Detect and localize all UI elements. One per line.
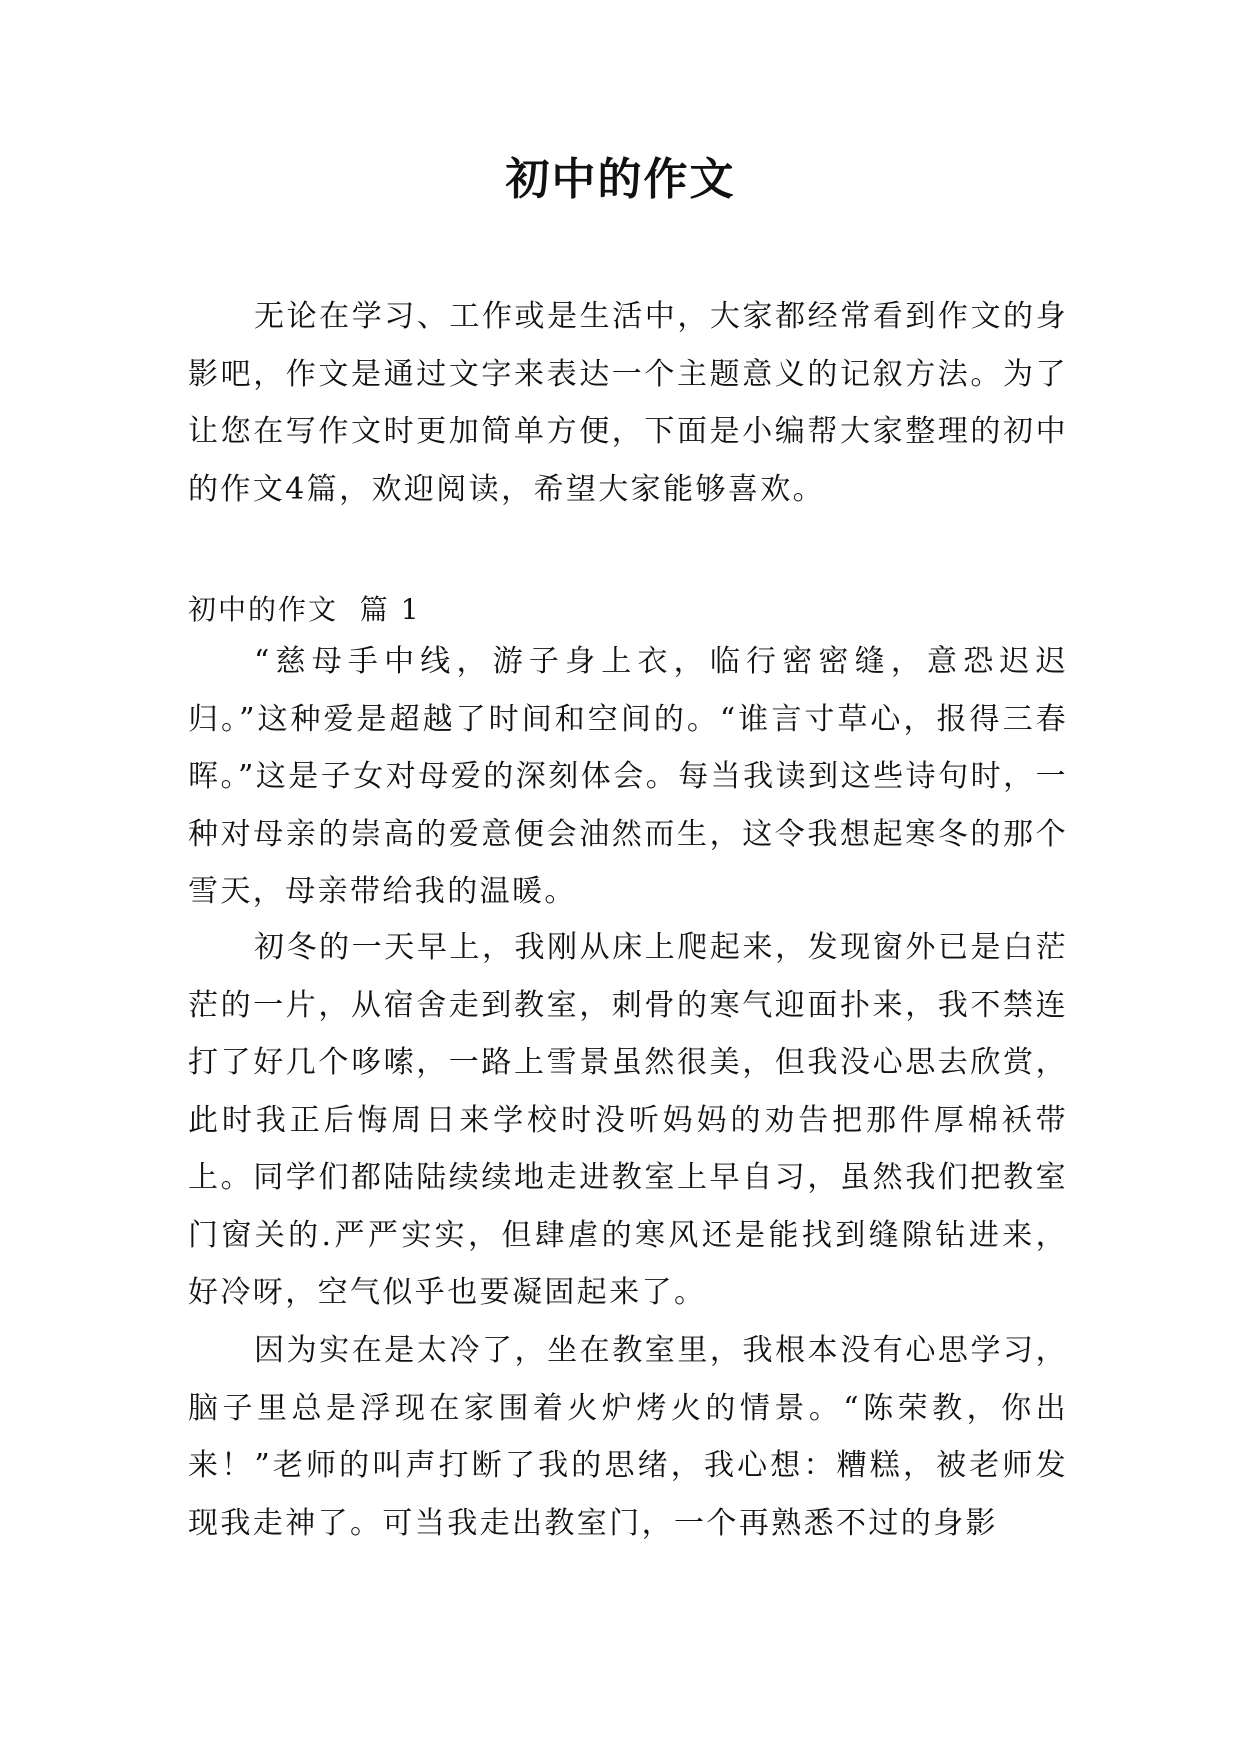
body-paragraph: 因为实在是太冷了，坐在教室里，我根本没有心思学习，脑子里总是浮现在家围着火炉烤火的情景。“陈荣教，你出来！”老师的叫声打断了我的思绪，我心想：糟糕，被老师发现我走神了。可当我走出教室门，一个再熟悉不过的身影 — [188, 1333, 1068, 1541]
body-paragraph: 初冬的一天早上，我刚从床上爬起来，发现窗外已是白茫茫的一片，从宿舍走到教室，刺骨的寒气迎面扑来，我不禁连打了好几个哆嗦，一路上雪景虽然很美，但我没心思去欣赏，此时我正后悔周日来学校时没听妈妈的劝告把那件厚棉袄带上。同学们都陆陆续续地走进教室上早自习，虽然我们把教室门窗关的.严严实实，但肆虐的寒风还是能找到缝隙钻进来，好冷呀，空气似乎也要凝固起来了。 — [188, 930, 1068, 1310]
intro-paragraph: 无论在学习、工作或是生活中，大家都经常看到作文的身影吧，作文是通过文字来表达一个主题意义的记叙方法。为了让您在写作文时更加简单方便，下面是小编帮大家整理的初中的作文4篇，欢迎阅读，希望大家能够喜欢。 — [188, 299, 1068, 507]
body-paragraph: “慈母手中线，游子身上衣，临行密密缝，意恐迟迟归。”这种爱是超越了时间和空间的。“谁言寸草心，报得三春晖。”这是子女对母爱的深刻体会。每当我读到这些诗句时，一种对母亲的崇高的爱意便会油然而生，这令我想起寒冬的那个雪天，母亲带给我的温暖。 — [188, 644, 1068, 909]
document-title: 初中的作文 — [505, 154, 736, 205]
section-heading: 初中的作文 篇 1 — [188, 593, 421, 626]
